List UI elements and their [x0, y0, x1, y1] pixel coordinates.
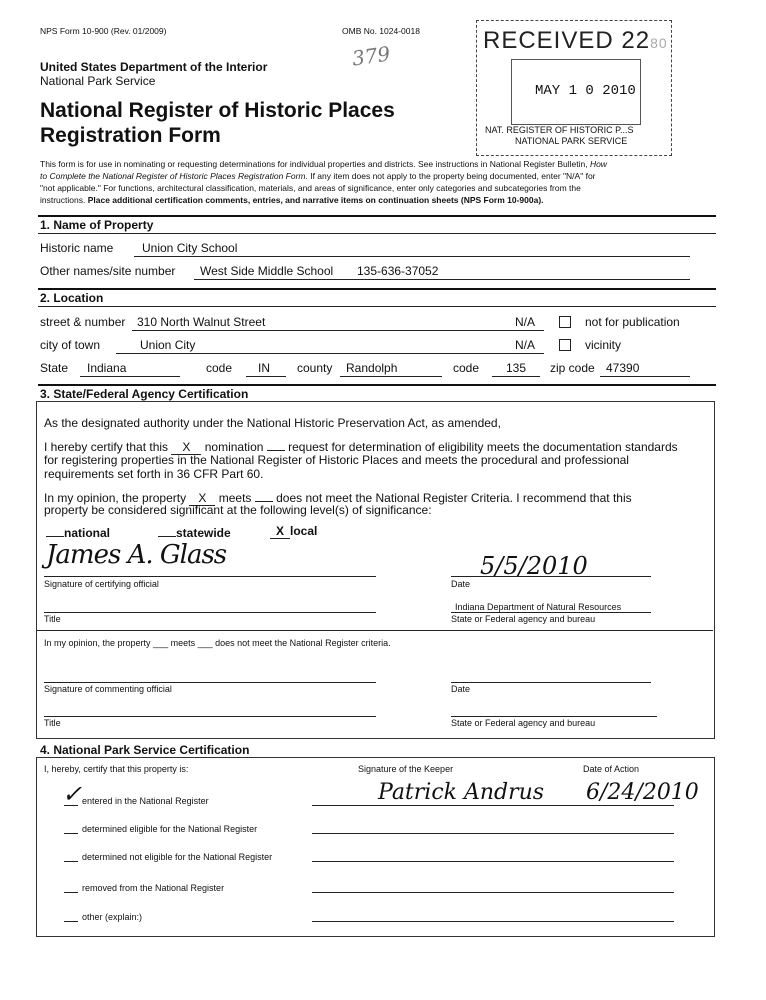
comment-opinion: In my opinion, the property ___ meets ___ does not meet the National Register criteria. [44, 638, 391, 648]
agency-line [451, 612, 651, 613]
blank-underline [64, 833, 78, 834]
form-title-line2: Registration Form [40, 124, 221, 147]
state-code-label: code [206, 361, 233, 375]
omb-number: OMB No. 1024-0018 [342, 26, 420, 36]
blank-underline [64, 921, 78, 922]
signature-line [44, 682, 376, 683]
city-label: city of town [40, 338, 101, 352]
field-underline [492, 376, 540, 377]
stamp-received-text: RECEIVED 2280 [483, 27, 668, 54]
vicinity-label: vicinity [585, 338, 622, 352]
field-underline [194, 279, 690, 280]
section1-title: 1. Name of Property [40, 218, 154, 232]
street-na: N/A [515, 315, 536, 329]
intro-line1: This form is for use in nominating or requesting determinations for individual properties and districts. See instructions in National Register Bulletin, How [40, 159, 607, 169]
certifying-signature: James A. Glass [46, 540, 227, 570]
field-underline [340, 376, 442, 377]
stamp-line1: NAT. REGISTER OF HISTORIC P...S [485, 125, 634, 135]
level-national: national [46, 524, 110, 540]
county-code-label: code [453, 361, 480, 375]
county-code-value: 135 [506, 361, 527, 375]
service-name: National Park Service [40, 74, 156, 88]
department-name: United States Department of the Interior [40, 60, 268, 74]
received-stamp [476, 20, 672, 156]
status-determined-eligible: determined eligible for the National Register [82, 824, 258, 834]
section2-title: 2. Location [40, 291, 104, 305]
opinion-text-line2: property be considered significant at the following level(s) of significance: [44, 503, 432, 517]
section4-title: 4. National Park Service Certification [40, 743, 250, 757]
nps-certify-text: I, hereby, certify that this property is: [44, 764, 189, 774]
status-not-eligible: determined not eligible for the National Register [82, 852, 273, 862]
city-na: N/A [515, 338, 536, 352]
form-number: NPS Form 10-900 (Rev. 01/2009) [40, 26, 167, 36]
agency-label: State or Federal agency and bureau [451, 614, 596, 624]
date-line [451, 682, 651, 683]
not-for-publication-label: not for publication [585, 315, 680, 329]
other-names-value: West Side Middle School [200, 264, 334, 278]
opinion-text-line1: In my opinion, the property X meets does not meet the National Register Criteria. I recommend that this [44, 491, 632, 505]
state-label: State [40, 361, 69, 375]
box-divider [37, 630, 713, 631]
stamp-date: MAY 1 0 2010 [535, 83, 636, 99]
title-line [44, 716, 376, 717]
keeper-line [312, 861, 674, 862]
title-line [44, 612, 376, 613]
intro-line4: instructions. Place additional certification comments, entries, and narrative items on continuation sheets (NPS Form 10-900a). [40, 195, 544, 205]
agency-value: Indiana Department of Natural Resources [455, 602, 622, 612]
certify-text-line3: requirements set forth in 36 CFR Part 60. [44, 467, 264, 481]
not-for-publication-checkbox[interactable] [559, 316, 571, 328]
comment-date-label: Date [451, 684, 471, 694]
section3-title: 3. State/Federal Agency Certification [40, 387, 249, 401]
field-underline [134, 256, 690, 257]
status-entered: entered in the National Register [82, 796, 209, 806]
date-line [451, 576, 651, 577]
level-statewide: statewide [158, 524, 231, 540]
certify-text-line1: I hereby certify that this X nomination request for determination of eligibility meets the documentation standards [44, 440, 678, 454]
section-divider [38, 384, 716, 386]
field-underline [600, 376, 690, 377]
signature-label: Signature of certifying official [44, 579, 159, 589]
section-divider [38, 215, 716, 217]
stamp-line2: NATIONAL PARK SERVICE [515, 136, 628, 146]
section-divider [38, 233, 716, 234]
blank-underline [64, 805, 78, 806]
county-label: county [297, 361, 333, 375]
level-local: X local [270, 524, 317, 539]
blank-underline [64, 892, 78, 893]
section-divider [38, 306, 716, 307]
street-value: 310 North Walnut Street [137, 315, 266, 329]
other-names-label: Other names/site number [40, 264, 176, 278]
comment-title-label: Title [44, 718, 61, 728]
keeper-line [312, 805, 674, 806]
field-underline [116, 353, 544, 354]
intro-line3: "not applicable." For functions, architectural classification, materials, and areas of significance, enter only categories and subcategories from the [40, 183, 581, 193]
authority-text: As the designated authority under the National Historic Preservation Act, as amended, [44, 416, 501, 430]
field-underline [80, 376, 180, 377]
keeper-signature: Patrick Andrus [378, 780, 545, 805]
keeper-line [312, 892, 674, 893]
date-label: Date [451, 579, 471, 589]
comment-agency-label: State or Federal agency and bureau [451, 718, 596, 728]
section-divider [38, 288, 716, 290]
keeper-signature-label: Signature of the Keeper [358, 764, 454, 774]
historic-name-label: Historic name [40, 241, 114, 255]
blank-underline [64, 861, 78, 862]
check-mark-icon: ✓ [62, 780, 83, 808]
handwritten-number: 379 [350, 41, 392, 71]
city-value: Union City [140, 338, 196, 352]
field-underline [132, 330, 544, 331]
state-code-value: IN [258, 361, 270, 375]
title-label: Title [44, 614, 61, 624]
comment-signature-label: Signature of commenting official [44, 684, 172, 694]
keeper-line [312, 833, 674, 834]
street-label: street & number [40, 315, 126, 329]
zip-value: 47390 [606, 361, 640, 375]
date-of-action-label: Date of Action [583, 764, 640, 774]
form-title-line1: National Register of Historic Places [40, 99, 395, 122]
historic-name-value: Union City School [142, 241, 238, 255]
intro-line2: to Complete the National Register of Historic Places Registration Form. If any item does not apply to the property being documented, enter "N/A" for [40, 171, 596, 181]
keeper-line [312, 921, 674, 922]
signature-line [44, 576, 376, 577]
state-value: Indiana [87, 361, 127, 375]
site-number: 135-636-37052 [357, 264, 439, 278]
county-value: Randolph [346, 361, 398, 375]
field-underline [246, 376, 286, 377]
certify-text-line2: for registering properties in the National Register of Historic Places and meets the procedural and professional [44, 453, 629, 467]
certify-date-handwritten: 5/5/2010 [480, 552, 588, 580]
agency-line [451, 716, 657, 717]
status-removed: removed from the National Register [82, 883, 225, 893]
action-date: 6/24/2010 [586, 780, 699, 805]
zip-label: zip code [550, 361, 595, 375]
vicinity-checkbox[interactable] [559, 339, 571, 351]
status-other: other (explain:) [82, 912, 143, 922]
